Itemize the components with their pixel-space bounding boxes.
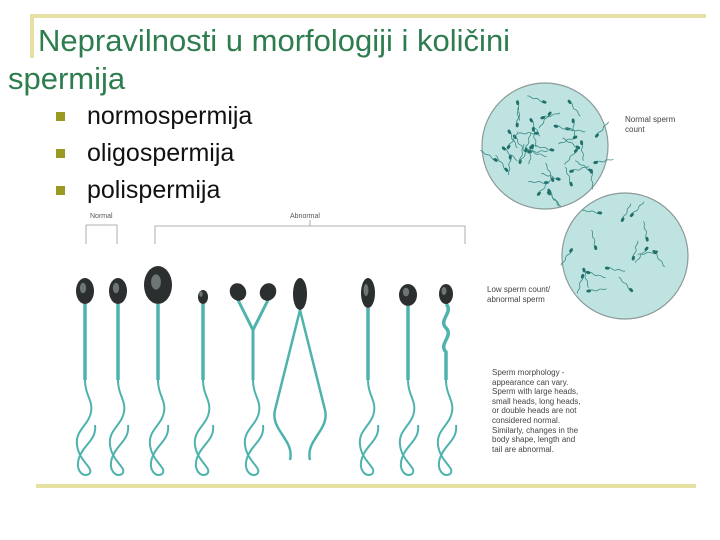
bracket-normal [86, 225, 117, 244]
sperm-cell [109, 278, 128, 475]
caption-line: count [625, 124, 645, 134]
bullet-text: normospermija [87, 102, 253, 130]
caption-line: appearance can vary. [492, 377, 569, 387]
sperm-cell [76, 278, 95, 475]
slide-title-line-2: spermija [8, 61, 126, 96]
sperm-row [76, 266, 456, 475]
sperm-cell [144, 266, 172, 475]
sperm-cell [195, 290, 213, 475]
caption-line: abnormal sperm [487, 294, 545, 304]
caption-line: tail are abnormal. [492, 444, 554, 454]
sperm-cell [360, 278, 378, 475]
caption-line: Sperm morphology - [492, 368, 565, 377]
caption-line: Normal sperm [625, 115, 676, 124]
caption-normal-count [625, 115, 675, 134]
low-count-circle [560, 193, 688, 319]
caption-morphology [492, 368, 581, 454]
bullet-text: oligospermija [87, 139, 235, 167]
sperm-cell [227, 280, 280, 475]
caption-line: body shape, length and [492, 435, 576, 445]
caption-line: Sperm with large heads, [492, 387, 579, 397]
sperm-cell [274, 278, 325, 460]
bracket-abnormal [155, 220, 465, 244]
caption-low-count [487, 285, 550, 304]
caption-line: or double heads are not [492, 406, 577, 416]
caption-line: Low sperm count/ [487, 285, 551, 294]
sperm-cell [399, 284, 418, 475]
sperm-cell [438, 284, 456, 475]
normal-count-circle [479, 83, 613, 209]
label-abnormal: Abnormal [290, 213, 320, 220]
slide-title-line-1: Nepravilnosti u morfologiji i količini [38, 23, 511, 58]
label-normal: Normal [90, 213, 113, 220]
caption-line: considered normal. [492, 415, 561, 425]
caption-line: small heads, long heads, [492, 396, 581, 406]
caption-line: Similarly, changes in the [492, 425, 579, 435]
bullet-text: polispermija [87, 176, 221, 204]
